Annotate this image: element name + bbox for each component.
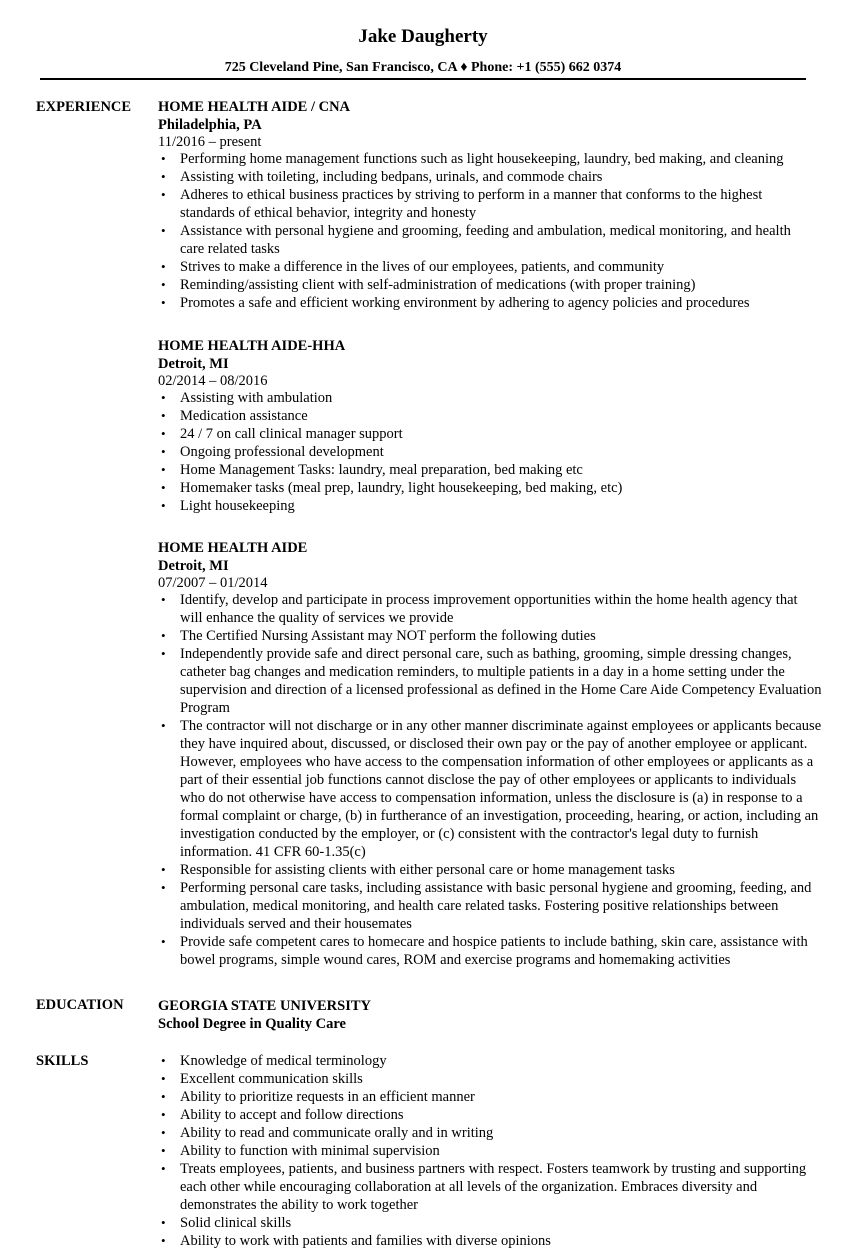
job-dates: 07/2007 – 01/2014 bbox=[158, 575, 268, 591]
list-item: • Identify, develop and participate in process improvement opportunities within the home health agency that will enhance the quality of services we provide bbox=[158, 591, 823, 627]
list-item: • Knowledge of medical terminology bbox=[158, 1052, 818, 1070]
list-item: • Ability to read and communicate orally and in writing bbox=[158, 1124, 818, 1142]
skills-entry bbox=[158, 1052, 818, 1250]
list-item: • Ability to work with patients and families with diverse opinions bbox=[158, 1232, 818, 1250]
job-duties-list bbox=[158, 389, 818, 515]
job-entry bbox=[158, 98, 818, 312]
list-item: • Medication assistance bbox=[158, 407, 818, 425]
list-item: • Treats employees, patients, and business partners with respect. Fosters teamwork by trusting and supporting each other while encouraging collaboration at all levels of the organization. Embraces diversity and demonstrates the ability to work together bbox=[158, 1160, 818, 1214]
candidate-name: Jake Daugherty bbox=[358, 26, 488, 47]
job-location: Detroit, MI bbox=[158, 558, 229, 574]
list-item: • Provide safe competent cares to homecare and hospice patients to include bathing, skin care, assistance with bowel programs, simple wound cares, ROM and exercise programs and homemaking activities bbox=[158, 933, 823, 969]
list-item: • Promotes a safe and efficient working environment by adhering to agency policies and procedures bbox=[158, 294, 818, 312]
job-location: Philadelphia, PA bbox=[158, 117, 262, 133]
list-item: • Excellent communication skills bbox=[158, 1070, 818, 1088]
list-item: • Independently provide safe and direct personal care, such as bathing, grooming, simple dressing changes, catheter bag changes and medication reminders, to multiple patients in a day in a home setting under the supervision and direction of a licensed professional as defined in the Home Care Aide Competency Evaluation Program bbox=[158, 645, 823, 717]
experience-section-label: EXPERIENCE bbox=[36, 99, 132, 115]
list-item: • 24 / 7 on call clinical manager support bbox=[158, 425, 818, 443]
list-item: • Performing home management functions such as light housekeeping, laundry, bed making, and cleaning bbox=[158, 150, 818, 168]
list-item: • Performing personal care tasks, including assistance with basic personal hygiene and grooming, feeding, and ambulation, medical monitoring, and health care related tasks. Fostering positive relationships between individuals served and their housemates bbox=[158, 879, 823, 933]
job-dates: 02/2014 – 08/2016 bbox=[158, 373, 268, 389]
list-item: • Ability to accept and follow directions bbox=[158, 1106, 818, 1124]
list-item: • Adheres to ethical business practices by striving to perform in a manner that conforms to the highest standards of ethical behavior, integrity and honesty bbox=[158, 186, 818, 222]
list-item: • Home Management Tasks: laundry, meal preparation, bed making etc bbox=[158, 461, 818, 479]
list-item: • The Certified Nursing Assistant may NOT perform the following duties bbox=[158, 627, 823, 645]
job-title: HOME HEALTH AIDE bbox=[158, 540, 308, 556]
job-entry bbox=[158, 337, 818, 515]
job-location: Detroit, MI bbox=[158, 356, 229, 372]
list-item: • Ability to prioritize requests in an efficient manner bbox=[158, 1088, 818, 1106]
job-duties-list bbox=[158, 591, 823, 969]
list-item: • The contractor will not discharge or in any other manner discriminate against employees or applicants because they have inquired about, discussed, or disclosed their own pay or the pay of another employee or applicant. However, employees who have access to the compensation information of other employees or applicants as a part of their essential job functions cannot disclose the pay of other employees or applicants to individuals who do not otherwise have access to compensation information, unless the disclosure is (a) in response to a formal complaint or charge, (b) in furtherance of an investigation, proceeding, hearing, or action, including an investigation conducted by the employer, or (c) consistent with the contractor's legal duty to furnish information. 41 CFR 60-1.35(c) bbox=[158, 717, 823, 861]
education-section-label: EDUCATION bbox=[36, 997, 124, 1013]
list-item: • Homemaker tasks (meal prep, laundry, light housekeeping, bed making, etc) bbox=[158, 479, 818, 497]
list-item: • Assistance with personal hygiene and grooming, feeding and ambulation, medical monitoring, and health care related tasks bbox=[158, 222, 818, 258]
degree-name: School Degree in Quality Care bbox=[158, 1016, 346, 1032]
job-entry bbox=[158, 539, 823, 969]
job-title: HOME HEALTH AIDE / CNA bbox=[158, 99, 351, 115]
education-entry bbox=[158, 997, 818, 1033]
skills-section-label: SKILLS bbox=[36, 1053, 89, 1069]
list-item: • Solid clinical skills bbox=[158, 1214, 818, 1232]
list-item: • Strives to make a difference in the lives of our employees, patients, and community bbox=[158, 258, 818, 276]
job-dates: 11/2016 – present bbox=[158, 134, 262, 150]
list-item: • Assisting with toileting, including bedpans, urinals, and commode chairs bbox=[158, 168, 818, 186]
list-item: • Ongoing professional development bbox=[158, 443, 818, 461]
contact-line: 725 Cleveland Pine, San Francisco, CA ♦ Phone: +1 (555) 662 0374 bbox=[224, 60, 622, 75]
list-item: • Reminding/assisting client with self-administration of medications (with proper training) bbox=[158, 276, 818, 294]
header-divider bbox=[40, 78, 806, 80]
list-item: • Responsible for assisting clients with either personal care or home management tasks bbox=[158, 861, 823, 879]
list-item: • Ability to function with minimal supervision bbox=[158, 1142, 818, 1160]
school-name: GEORGIA STATE UNIVERSITY bbox=[158, 998, 371, 1014]
job-duties-list bbox=[158, 150, 818, 312]
skills-list bbox=[158, 1052, 818, 1250]
job-title: HOME HEALTH AIDE-HHA bbox=[158, 338, 346, 354]
list-item: • Assisting with ambulation bbox=[158, 389, 818, 407]
list-item: • Light housekeeping bbox=[158, 497, 818, 515]
